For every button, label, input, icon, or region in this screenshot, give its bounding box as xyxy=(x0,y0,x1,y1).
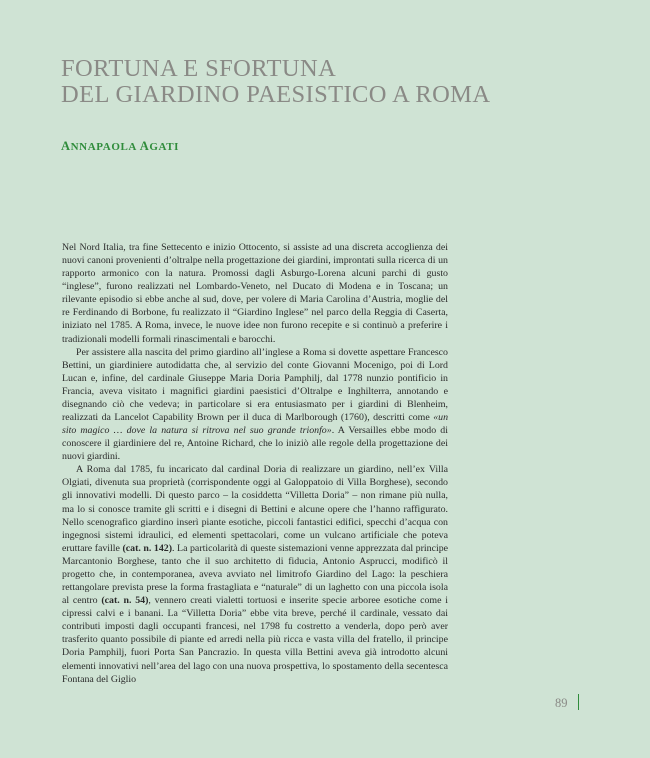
article-title xyxy=(61,56,490,108)
author-first-rest: NNAPAOLA xyxy=(70,141,137,153)
paragraph-3-text-b: . La particolarità di queste sistemazioni venne apprezzata dal principe Marcantonio Borghese, tanto che il suo architetto di fiducia, Antonio Asprucci, modificò il progetto che, in contemporanea, aveva avviato nel limitrofo Giardino del Lago: la peschiera rettangolare prevista prese la forma frastagliata e “naturale” di un laghetto con una piccola isola al centro xyxy=(62,542,449,607)
paragraph-3-text-c: , vennero creati vialetti tortuosi e inserite specie arboree esotiche come i cipressi calvi e i banani. La “Villetta Doria” ebbe vita breve, perché il cardinale, vessato dai contributi imposti dagli occupanti francesi, nel 1798 fu costretto a venderla, dopo però aver trasferito quanto possibile di piante ed arredi nella più ricca e vasta villa del fratello, il principe Doria Pamphilj, fuori Porta San Pancrazio. In questa villa Bettini aveva già introdotto alcuni elementi innovativi nell’area del lago con una nuova prospettiva, lo spostamento della secentesca Fontana del Giglio xyxy=(62,595,448,685)
paragraph-2 xyxy=(62,346,448,464)
blenheim-quote: «un sito magico … dove la natura si ritrova nel suo grande trionfo» xyxy=(62,412,448,437)
author-name xyxy=(61,139,179,154)
page-number-divider xyxy=(578,694,579,710)
author-last-initial: A xyxy=(139,139,150,153)
catalog-reference-54: (cat. n. 54) xyxy=(101,595,149,607)
catalog-reference-142: (cat. n. 142) xyxy=(122,542,173,554)
article-title-line-1: FORTUNA E SFORTUNA xyxy=(61,55,337,82)
author-last-rest: GATI xyxy=(149,141,180,153)
author-first-initial: A xyxy=(61,139,71,153)
paragraph-1: Nel Nord Italia, tra fine Settecento e inizio Ottocento, si assiste ad una discreta accoglienza dei nuovi canoni provenienti d’oltralpe nella progettazione dei giardini, improntati sulla ricerca di un rapporto armonico con la natura. Promossi dagli Asburgo-Lorena alcuni parchi di gusto “inglese”, furono realizzati nel Lombardo-Veneto, nel Ducato di Modena e in Toscana; un rilevante episodio si ebbe anche al sud, dove, per volere di Maria Carolina d’Austria, moglie del re Ferdinando di Borbone, fu realizzato il “Giardino Inglese” nel parco della Reggia di Caserta, iniziato nel 1785. A Roma, invece, le nuove idee non furono recepite e si continuò a preferire i tradizionali modelli formali rinascimentali e barocchi. xyxy=(62,242,448,345)
page-number: 89 xyxy=(555,696,568,710)
paragraph-3-text-a: A Roma dal 1785, fu incaricato dal cardinal Doria di realizzare un giardino, nell’ex Villa Olgiati, divenuta sua proprietà (corrispondente oggi al Galoppatoio di Villa Borghese), secondo gli innovativi modelli. Di questo parco – la cosiddetta “Villetta Doria” – non rimane più nulla, ma lo si conosce tramite gli scritti e i disegni di Bettini e alcune opere che l’hanno raffigurato. Nello scenografico giardino inserì piante esotiche, piccoli fantastici edifici, specchi d’acqua con ingegnosi sistemi idraulici, ed elementi spettacolari, come un vulcano artificiale che poteva eruttare faville xyxy=(62,464,448,554)
article-title-line-2: DEL GIARDINO PAESISTICO A ROMA xyxy=(61,81,491,108)
paragraph-3 xyxy=(62,463,448,685)
paragraph-2-text-b: . A Versailles ebbe modo di conoscere il giardiniere del re, Antoine Richard, che lo iniziò alle regole della progettazione dei nuovi giardini. xyxy=(62,425,448,463)
article-body xyxy=(62,241,448,686)
paragraph-2-text-a: Per assistere alla nascita del primo giardino all’inglese a Roma si dovette aspettare Francesco Bettini, un giardiniere autodidatta che, al servizio del conte Giovanni Mocenigo, poi di Lord Lucan e, infine, del cardinale Giuseppe Maria Doria Pamphilj, dal 1778 nunzio pontificio in Francia, aveva visitato i magnifici giardini paesistici d’Oltralpe e Inghilterra, annotando e disegnando ciò che vedeva; in particolare si era entusiasmato per i giardini di Blenheim, realizzati da Lancelot Capability Brown per il duca di Marlborough (1760), descritti come xyxy=(62,346,448,424)
